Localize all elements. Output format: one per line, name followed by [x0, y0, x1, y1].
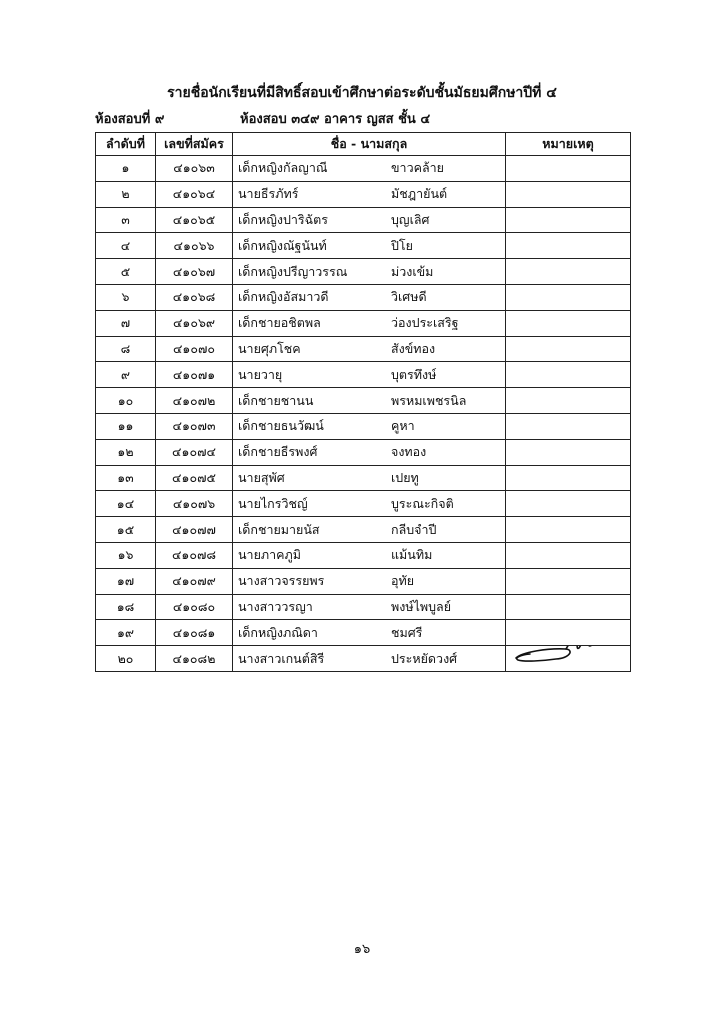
- table-row: [96, 620, 631, 646]
- applicant-id: ๔๑๐๗๐: [156, 336, 233, 362]
- row-number: ๑๘: [96, 594, 156, 620]
- student-first-name: นายไกรวิชญ์: [238, 495, 308, 511]
- student-last-name: แม้นทิม: [391, 547, 433, 563]
- student-last-name: บูระณะกิจติ: [391, 495, 454, 511]
- page-number: ๑๖: [353, 942, 371, 957]
- remarks-cell: [506, 517, 631, 543]
- table-row: [96, 336, 631, 362]
- student-first-name: เด็กชายมายนัส: [238, 521, 320, 537]
- table-row: [96, 413, 631, 439]
- remarks-cell: [506, 542, 631, 568]
- student-name-cell: [233, 388, 506, 414]
- student-first-name: นายธีรภัทร์: [238, 186, 299, 202]
- student-first-name: เด็กหญิงอัสมาวดี: [238, 289, 329, 305]
- row-number: ๙: [96, 362, 156, 388]
- table-row: [96, 259, 631, 285]
- student-roster-table: [95, 132, 631, 672]
- applicant-id: ๔๑๐๖๙: [156, 310, 233, 336]
- remarks-cell: [506, 594, 631, 620]
- header-name: ชื่อ - นามสกุล: [233, 133, 506, 156]
- table-row: [96, 491, 631, 517]
- student-name-cell: [233, 491, 506, 517]
- remarks-cell: [506, 259, 631, 285]
- table-row: [96, 233, 631, 259]
- row-number: ๖: [96, 284, 156, 310]
- student-last-name: คูหา: [391, 418, 415, 434]
- applicant-id: ๔๑๐๘๒: [156, 646, 233, 672]
- student-first-name: นายสุพัศ: [238, 469, 285, 485]
- room-location-label: ห้องสอบ ๓๔๙ อาคาร ญสส ชั้น ๔: [240, 112, 431, 127]
- student-last-name: ปิโย: [391, 237, 413, 253]
- student-name-cell: [233, 233, 506, 259]
- header-no: ลำดับที่: [96, 133, 156, 156]
- table-row: [96, 181, 631, 207]
- applicant-id: ๔๑๐๖๘: [156, 284, 233, 310]
- remarks-cell: [506, 207, 631, 233]
- student-first-name: เด็กชายธีรพงศ์: [238, 444, 318, 460]
- student-last-name: จงทอง: [391, 444, 427, 460]
- student-name-cell: [233, 284, 506, 310]
- table-row: [96, 439, 631, 465]
- table-row: [96, 646, 631, 672]
- student-last-name: บุตรทึงษ์: [391, 366, 437, 382]
- student-name-cell: [233, 156, 506, 182]
- document-title: รายชื่อนักเรียนที่มีสิทธิ์สอบเข้าศึกษาต่อระดับชั้นมัธยมศึกษาปีที่ ๔: [167, 85, 557, 101]
- student-first-name: นางสาวเกนต์สิรี: [238, 650, 325, 666]
- student-last-name: มัชฎายันต์: [391, 186, 448, 202]
- student-name-cell: [233, 181, 506, 207]
- row-number: ๔: [96, 233, 156, 259]
- remarks-cell: [506, 336, 631, 362]
- remarks-cell: [506, 310, 631, 336]
- student-name-cell: [233, 310, 506, 336]
- student-name-cell: [233, 336, 506, 362]
- table-row: [96, 594, 631, 620]
- exam-room-label: ห้องสอบที่ ๙: [95, 112, 165, 127]
- student-last-name: อุทัย: [391, 573, 415, 589]
- student-name-cell: [233, 620, 506, 646]
- table-row: [96, 388, 631, 414]
- applicant-id: ๔๑๐๗๒: [156, 388, 233, 414]
- remarks-cell: [506, 413, 631, 439]
- row-number: ๑๕: [96, 517, 156, 543]
- student-first-name: เด็กหญิงปาริฉัตร: [238, 211, 328, 227]
- student-name-cell: [233, 413, 506, 439]
- student-name-cell: [233, 362, 506, 388]
- applicant-id: ๔๑๐๗๘: [156, 542, 233, 568]
- applicant-id: ๔๑๐๗๔: [156, 439, 233, 465]
- student-first-name: เด็กหญิงภณิดา: [238, 624, 318, 640]
- student-last-name: เปยทู: [391, 469, 419, 485]
- student-last-name: ว่องประเสริฐ: [391, 315, 459, 331]
- student-name-cell: [233, 439, 506, 465]
- student-last-name: วิเศษดี: [391, 289, 427, 305]
- student-name-cell: [233, 568, 506, 594]
- applicant-id: ๔๑๐๗๙: [156, 568, 233, 594]
- row-number: ๑๑: [96, 413, 156, 439]
- student-first-name: นายวายุ: [238, 366, 283, 382]
- row-number: ๓: [96, 207, 156, 233]
- remarks-cell: [506, 568, 631, 594]
- student-first-name: นางสาวจรรยพร: [238, 573, 325, 589]
- applicant-id: ๔๑๐๖๔: [156, 181, 233, 207]
- student-first-name: นางสาววรญา: [238, 598, 313, 614]
- applicant-id: ๔๑๐๗๗: [156, 517, 233, 543]
- table-row: [96, 310, 631, 336]
- applicant-id: ๔๑๐๗๕: [156, 465, 233, 491]
- applicant-id: ๔๑๐๖๗: [156, 259, 233, 285]
- student-last-name: ขาวคล้าย: [391, 160, 444, 176]
- row-number: ๑๓: [96, 465, 156, 491]
- student-last-name: พงษ์ไพบูลย์: [391, 598, 452, 614]
- row-number: ๑๙: [96, 620, 156, 646]
- applicant-id: ๔๑๐๗๖: [156, 491, 233, 517]
- row-number: ๗: [96, 310, 156, 336]
- student-first-name: เด็กชายชานน: [238, 392, 314, 408]
- student-name-cell: [233, 465, 506, 491]
- student-last-name: ประหยัดวงศ์: [391, 650, 458, 666]
- row-number: ๑๗: [96, 568, 156, 594]
- remarks-cell: [506, 284, 631, 310]
- row-number: ๑๒: [96, 439, 156, 465]
- header-remarks: หมายเหตุ: [506, 133, 631, 156]
- remarks-cell: [506, 181, 631, 207]
- applicant-id: ๔๑๐๘๐: [156, 594, 233, 620]
- row-number: ๕: [96, 259, 156, 285]
- table-row: [96, 568, 631, 594]
- remarks-cell: [506, 620, 631, 646]
- remarks-cell: [506, 465, 631, 491]
- remarks-cell: [506, 362, 631, 388]
- student-first-name: เด็กชายอชิตพล: [238, 315, 321, 331]
- row-number: ๑๐: [96, 388, 156, 414]
- applicant-id: ๔๑๐๗๓: [156, 413, 233, 439]
- row-number: ๑๖: [96, 542, 156, 568]
- remarks-cell: [506, 491, 631, 517]
- table-row: [96, 362, 631, 388]
- student-name-cell: [233, 517, 506, 543]
- applicant-id: ๔๑๐๘๑: [156, 620, 233, 646]
- student-last-name: สังข์ทอง: [391, 340, 436, 356]
- remarks-cell: [506, 646, 631, 672]
- table-row: [96, 284, 631, 310]
- table-row: [96, 542, 631, 568]
- applicant-id: ๔๑๐๖๕: [156, 207, 233, 233]
- student-last-name: ม่วงเข้ม: [391, 263, 434, 279]
- row-number: ๑๔: [96, 491, 156, 517]
- student-name-cell: [233, 259, 506, 285]
- applicant-id: ๔๑๐๖๖: [156, 233, 233, 259]
- student-first-name: เด็กหญิงปรีญาวรรณ: [238, 263, 348, 279]
- applicant-id: ๔๑๐๗๑: [156, 362, 233, 388]
- table-row: [96, 156, 631, 182]
- student-last-name: กลีบจำปี: [391, 521, 437, 537]
- student-first-name: เด็กหญิงกัลญาณี: [238, 160, 328, 176]
- row-number: ๘: [96, 336, 156, 362]
- student-name-cell: [233, 542, 506, 568]
- student-last-name: พรหมเพชรนิล: [391, 392, 467, 408]
- header-applicant-id: เลขที่สมัคร: [156, 133, 233, 156]
- table-row: [96, 517, 631, 543]
- row-number: ๒: [96, 181, 156, 207]
- table-header-row: [96, 133, 631, 156]
- remarks-cell: [506, 156, 631, 182]
- student-first-name: นายศุภโชค: [238, 340, 301, 356]
- student-first-name: นายภาคภูมิ: [238, 547, 301, 563]
- student-last-name: บุญเลิศ: [391, 211, 430, 227]
- student-first-name: เด็กหญิงณัฐนันท์: [238, 237, 327, 253]
- student-name-cell: [233, 594, 506, 620]
- student-last-name: ชมศรี: [391, 624, 423, 640]
- handwritten-signature-icon: [508, 646, 626, 667]
- row-number: ๑: [96, 156, 156, 182]
- student-name-cell: [233, 207, 506, 233]
- remarks-cell: [506, 439, 631, 465]
- remarks-cell: [506, 233, 631, 259]
- roster-body: [96, 156, 631, 672]
- student-first-name: เด็กชายธนวัฒน์: [238, 418, 324, 434]
- table-row: [96, 465, 631, 491]
- row-number: ๒๐: [96, 646, 156, 672]
- applicant-id: ๔๑๐๖๓: [156, 156, 233, 182]
- table-row: [96, 207, 631, 233]
- student-name-cell: [233, 646, 506, 672]
- remarks-cell: [506, 388, 631, 414]
